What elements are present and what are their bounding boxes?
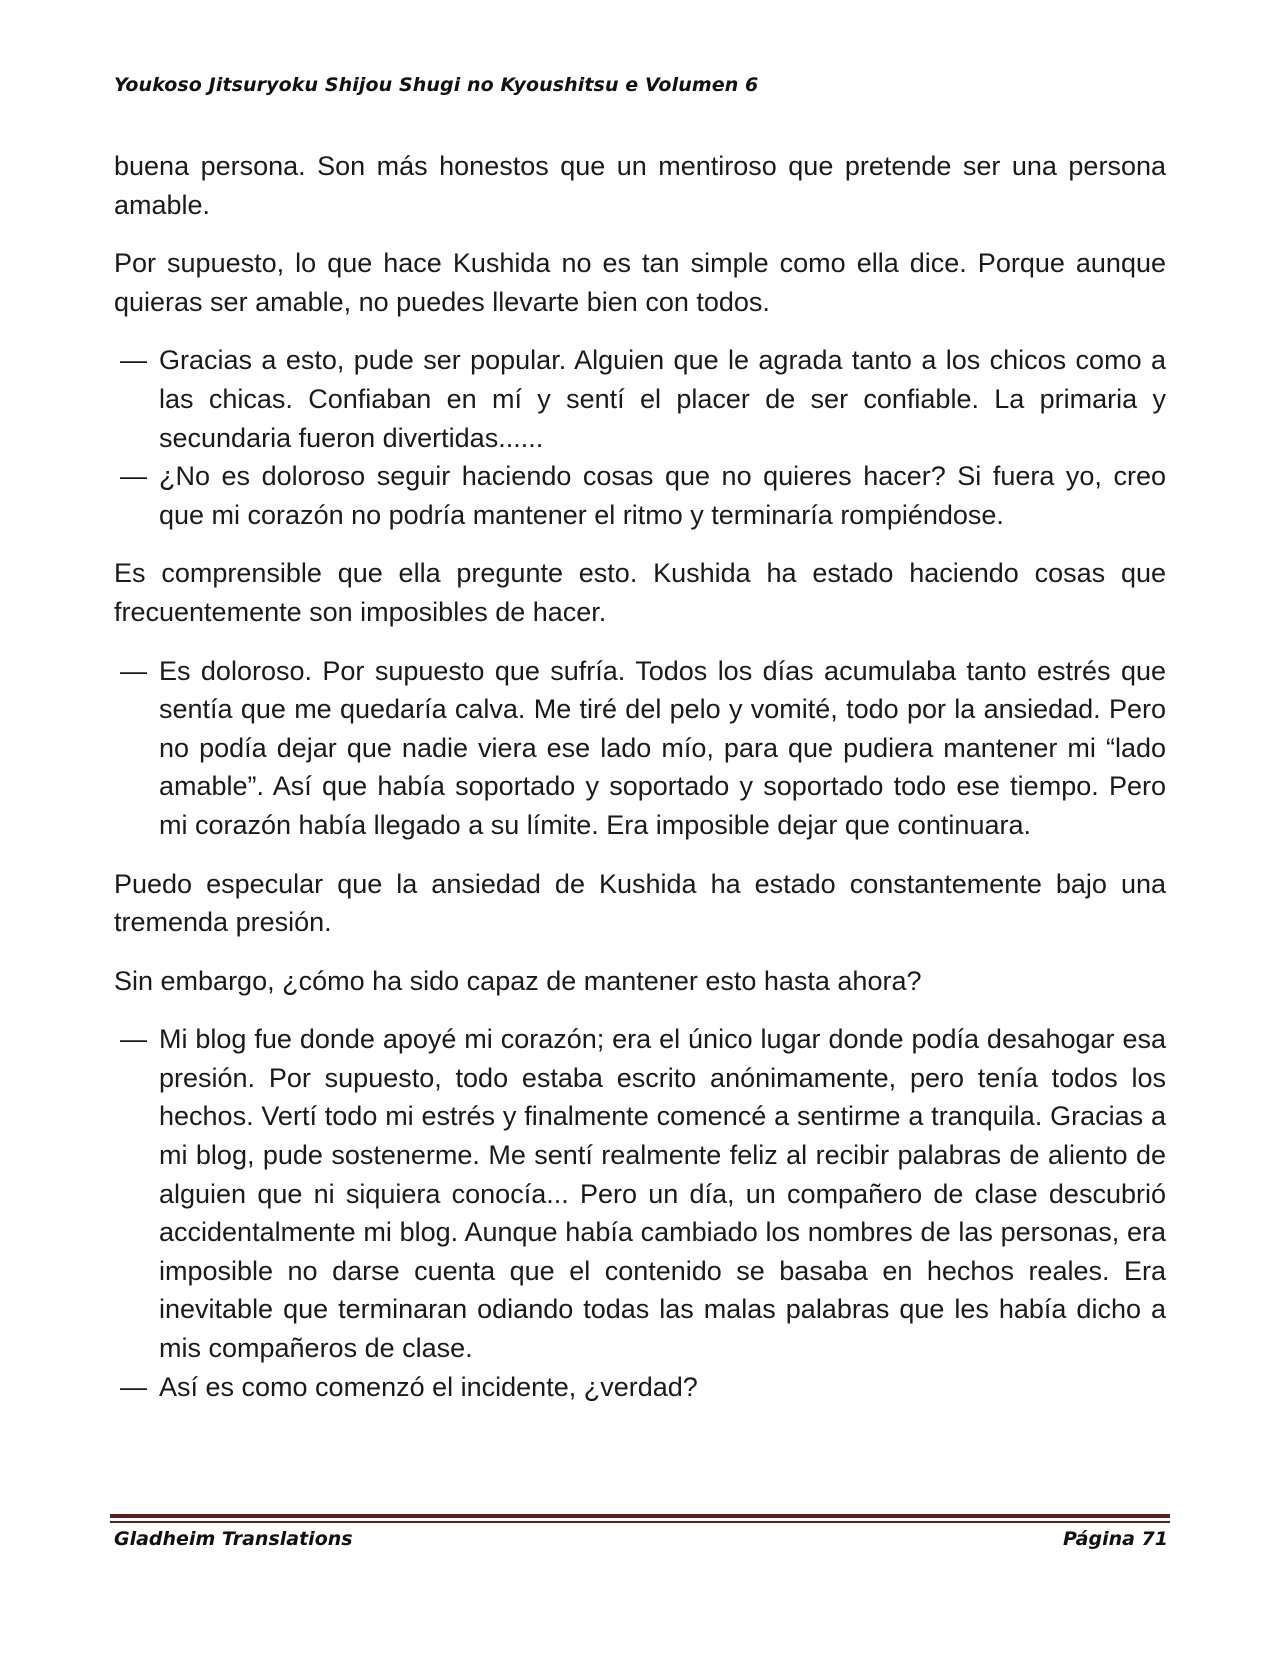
paragraph: buena persona. Son más honestos que un mentiroso que pretende ser una persona amable. (114, 151, 1166, 220)
page-header: Youkoso Jitsuryoku Shijou Shugi no Kyoushitsu e Volumen 6 (114, 74, 759, 96)
footer-credit: Gladheim Translations (114, 1528, 353, 1550)
dialogue-line (114, 1020, 1166, 1367)
dialogue-text: Así es como comenzó el incidente, ¿verdad? (159, 1371, 698, 1402)
dialogue-block (114, 652, 1166, 845)
dialogue-line (114, 1368, 1166, 1407)
page-number: Página 71 (1062, 1528, 1168, 1550)
paragraph: Sin embargo, ¿cómo ha sido capaz de mantener esto hasta ahora? (114, 965, 922, 996)
dialogue-text: ¿No es doloroso seguir haciendo cosas que no quieres hacer? Si fuera yo, creo que mi corazón no podría mantener el ritmo y terminaría rompiéndose. (159, 461, 1166, 530)
footer-divider (110, 1514, 1170, 1518)
dialogue-line (114, 457, 1166, 534)
dialogue-text: Mi blog fue donde apoyé mi corazón; era el único lugar donde podía desahogar esa presión. Por supuesto, todo estaba escrito anónimamente, pero tenía todos los hechos. Vertí todo mi estrés y finalmente comencé a sentirme a tranquila. Gracias a mi blog, pude sostenerme. Me sentí realmente feliz al recibir palabras de aliento de alguien que ni siquiera conocía... Pero un día, un compañero de clase descubrió accidentalmente mi blog. Aunque había cambiado los nombres de las personas, era imposible no darse cuenta que el contenido se basaba en hechos reales. Era inevitable que terminaran odiando todas las malas palabras que les había dicho a mis compañeros de clase. (159, 1024, 1166, 1364)
dialogue-dash: — (120, 655, 147, 686)
dialogue-line (114, 341, 1166, 457)
paragraph: Puedo especular que la ansiedad de Kushida ha estado constantemente bajo una tremenda presión. (114, 868, 1166, 938)
dialogue-block (114, 1020, 1166, 1406)
dialogue-dash: — (120, 1371, 147, 1402)
dialogue-dash: — (120, 345, 147, 376)
dialogue-text: Es doloroso. Por supuesto que sufría. Todos los días acumulaba tanto estrés que sentía que me quedaría calva. Me tiré del pelo y vomité, todo por la ansiedad. Pero no podía dejar que nadie viera ese lado mío, para que pudiera mantener mi “lado amable”. Así que había soportado y soportado y soportado todo ese tiempo. Pero mi corazón había llegado a su límite. Era imposible dejar que continuara. (159, 655, 1166, 840)
dialogue-block (114, 341, 1166, 534)
body-text (114, 147, 1166, 1426)
footer-divider-thin (110, 1521, 1170, 1523)
paragraph: Es comprensible que ella pregunte esto. Kushida ha estado haciendo cosas que frecuentemente son imposibles de hacer. (114, 558, 1166, 627)
dialogue-text: Gracias a esto, pude ser popular. Alguien que le agrada tanto a los chicos como a las chicas. Confiaban en mí y sentí el placer de ser confiable. La primaria y secundaria fueron divertidas...... (159, 345, 1166, 453)
dialogue-line (114, 652, 1166, 845)
dialogue-dash: — (120, 461, 147, 492)
paragraph: Por supuesto, lo que hace Kushida no es tan simple como ella dice. Porque aunque quieras ser amable, no puedes llevarte bien con todos. (114, 248, 1166, 317)
dialogue-dash: — (120, 1024, 147, 1055)
